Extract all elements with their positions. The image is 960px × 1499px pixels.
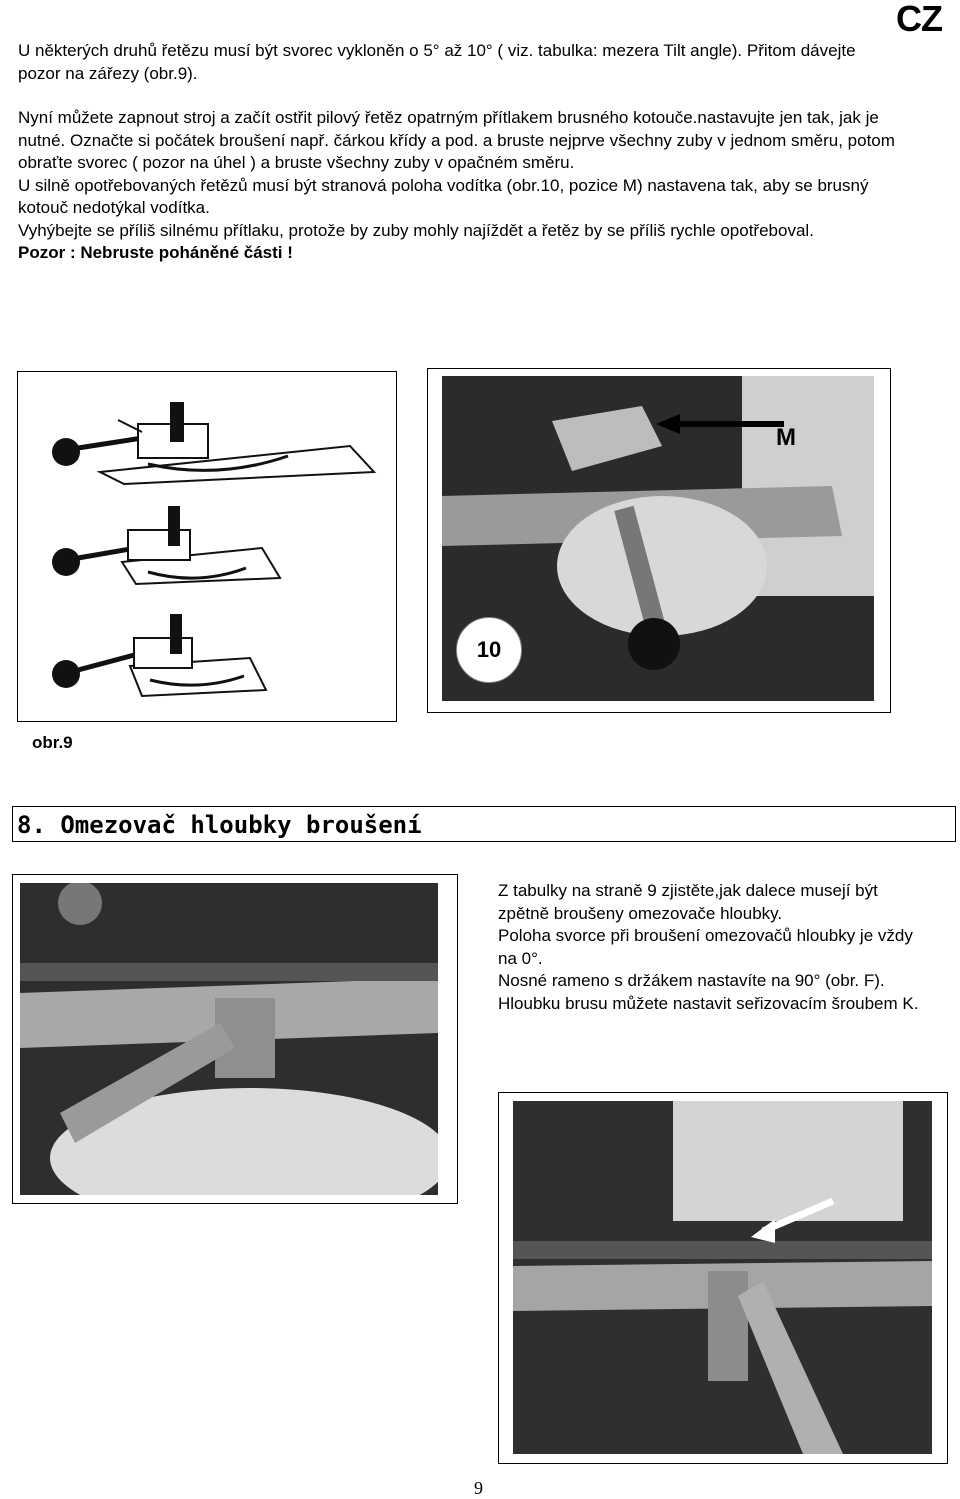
label-m: M <box>776 424 796 451</box>
depth-gauge-photo-2 <box>513 1101 932 1454</box>
warning-text: Pozor : Nebruste poháněné části ! <box>18 243 293 262</box>
intro-paragraph-1: U některých druhů řetězu musí být svorec vykloněn o 5° až 10° ( viz. tabulka: mezera Tilt angle). Přitom dávejte pozor na zářezy (obr.9). <box>18 41 856 83</box>
clamp-drawing-1 <box>52 402 374 484</box>
section-8-paragraph-2: Poloha svorce při broušení omezovačů hloubky je vždy na 0°. <box>498 926 913 968</box>
figure-10-badge: 10 <box>456 617 522 683</box>
section-8-bar <box>12 806 956 842</box>
section-8-paragraph-1: Z tabulky na straně 9 zjistěte,jak dalece musejí být zpětně broušeny omezovače hloubky. <box>498 881 878 923</box>
figure-9-caption: obr.9 <box>32 733 73 752</box>
clamp-drawing-2 <box>52 506 280 584</box>
section-8-text <box>498 880 928 1015</box>
intro-paragraph-4: Vyhýbejte se příliš silnému přítlaku, protože by zuby mohly najíždět a řetěz by se příliš rychle opotřeboval. <box>18 220 814 240</box>
intro-text <box>18 40 898 265</box>
section-8-paragraph-4: Hloubku brusu můžete nastavit seřizovacím šroubem K. <box>498 993 919 1013</box>
intro-paragraph-3: U silně opotřebovaných řetězů musí být stranová poloha vodítka (obr.10, pozice M) nastavena tak, aby se brusný kotouč nedotýkal vodítka. <box>18 175 869 217</box>
depth-gauge-photo-1 <box>20 883 438 1195</box>
figure-9-frame <box>17 371 397 722</box>
section-8-paragraph-3: Nosné rameno s držákem nastavíte na 90° (obr. F). <box>498 971 885 990</box>
page-number: 9 <box>474 1478 483 1498</box>
figure-9-drawing <box>18 372 396 721</box>
clamp-drawing-3 <box>52 614 266 696</box>
language-code: CZ <box>896 0 942 39</box>
section-8-title: 8. Omezovač hloubky broušení <box>17 811 422 839</box>
intro-paragraph-2: Nyní můžete zapnout stroj a začít ostřit pilový řetěz opatrným přítlakem brusného kotouče.nastavujte jen tak, jak je nutné. Označte si počátek broušení např. čárkou křídy a pod. a bruste nejprve všechny zuby v jednom směru, potom obraťte svorec ( pozor na úhel ) a bruste všechny zuby v opačném směru. <box>18 108 895 172</box>
